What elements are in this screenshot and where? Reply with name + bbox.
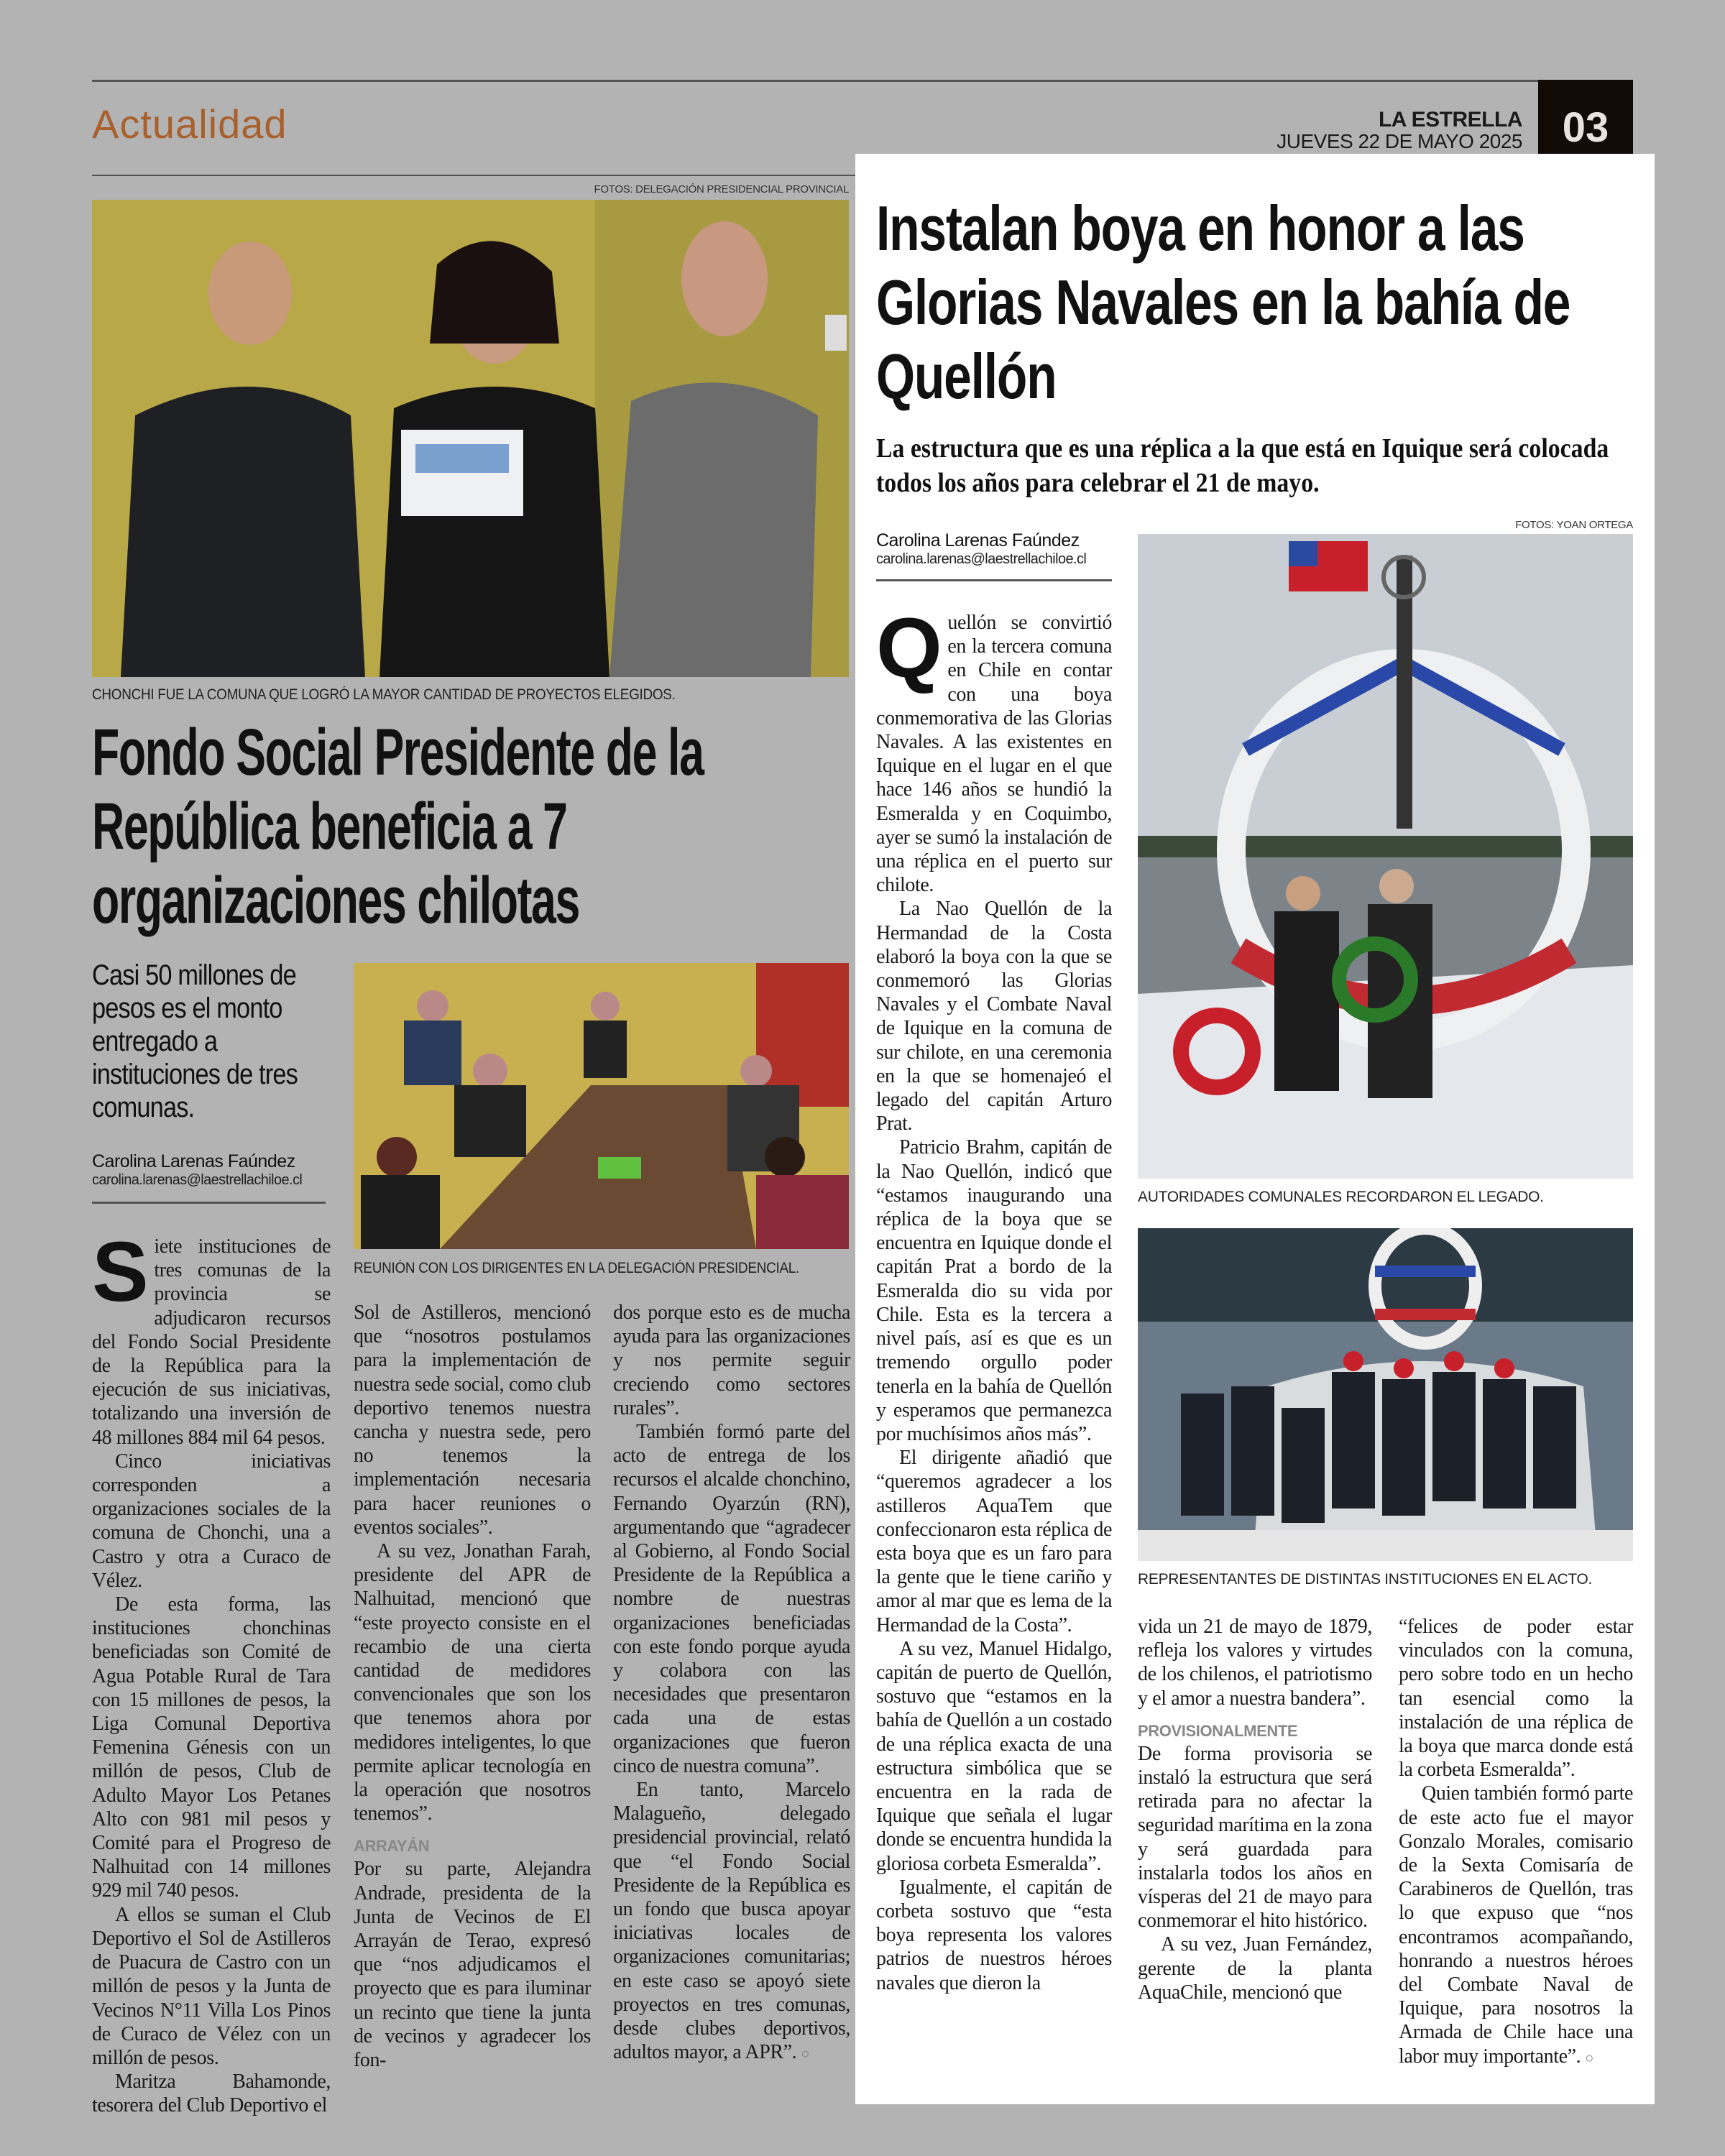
paragraph: Sol de Astilleros, mencionó que “nosotros postulamos para la implementación de nuestra sede social, como club deportivo tenemos nuestra cancha y nuestra sede, pero no tenemos la implementación necesaria para hacer reuniones o eventos sociales”.: [354, 1302, 591, 1539]
author-email[interactable]: carolina.larenas@laestrellachiloe.cl: [876, 551, 1087, 567]
paragraph: “felices de poder estar vinculados con la comuna, pero sobre todo en un hecho tan esencial como la instalación de una réplica de la boya que marca donde está la corbeta Esmeralda”.: [1399, 1616, 1633, 1782]
paragraph: Por su parte, Alejandra Andrade, presidenta de la Junta de Vecinos de El Arrayán de Terao, expresó que “nos adjudicamos el proyecto que es para iluminar un recinto que tiene la junta de vecinos y agradecer los fon-: [354, 1858, 591, 2072]
paragraph: uellón se convirtió en la tercera comuna en Chile en contar con una boya conmemorativa de las Glorias Navales. A las existentes en Iquique en el lugar en el que hace 146 años se hundió la Esmeralda y en Coquimbo, ayer se sumó la instalación de una réplica en el puerto sur chilote.: [876, 612, 1112, 897]
photo-meeting: [354, 963, 849, 1249]
end-mark-icon: ○: [1585, 2050, 1593, 2066]
paragraph: Quien también formó parte de este acto fue el mayor Gonzalo Morales, comisario de la Sexta Comisaría de Carabineros de Quellón, tras lo que expuso que “nos encontramos acompañando, honrando a nuestros héroes del Combate Naval de Iquique, para nosotros la Armada de Chile hace una labor muy importante”.: [1399, 1782, 1634, 2068]
photo-buoy-authorities: [1138, 534, 1633, 1179]
byline-rule: [92, 1202, 326, 1204]
left-deck: Casi 50 millones de pesos es el monto entregado a instituciones de tres comunas.: [92, 959, 298, 1123]
right-deck: La estructura que es una réplica a la que está en Iquique será colocada todos los años para celebrar el 21 de mayo.: [876, 433, 1609, 498]
paragraph: A su vez, Juan Fernández, gerente de la planta AquaChile, mencionó que: [1138, 1933, 1372, 2004]
paragraph: iete instituciones de tres comunas de la provincia se adjudicaron recursos del Fondo Social Presidente de la República para la ejecución de sus iniciativas, totalizando una inversión de 48 millones 884 mil 64 pesos.: [92, 1235, 331, 1449]
photo1-caption: AUTORIDADES COMUNALES RECORDARON EL LEGADO.: [1138, 1189, 1544, 1205]
photo-credit: FOTOS: YOAN ORTEGA: [1515, 519, 1633, 531]
paragraph: La Nao Quellón de la Hermandad de la Costa elaboró la boya con la que se conmemoró las Glorias Navales y el Combate Naval de Iquique en la comuna de sur chilote, en una ceremonia en la que se homenajeó el legado del capitán Arturo Prat.: [876, 898, 1112, 1135]
drop-cap: Q: [876, 601, 942, 696]
byline-rule: [876, 579, 1112, 581]
publication-name: LA ESTRELLA: [1378, 108, 1522, 132]
section-title: Actualidad: [92, 101, 288, 147]
photo-award-ceremony: [92, 200, 849, 677]
paragraph: A su vez, Jonathan Farah, presidente del APR de Nalhuitad, mencionó que “este proyecto consiste en el recambio de una cierta cantidad de medidores convencionales que son los que tenemos ahora por medidores inteligentes, lo que permite aplicar tecnología en la operación que nosotros tenemos”.: [354, 1540, 591, 1825]
left-byline: [92, 1151, 329, 1189]
paragraph: A ellos se suman el Club Deportivo el Sol de Astilleros de Puacura de Castro con un millón de pesos y la Junta de Vecinos N°11 Villa Los Pinos de Curaco de Vélez con un millón de pesos.: [92, 1903, 331, 2069]
masthead: [1276, 109, 1522, 152]
page-number: 03: [1538, 80, 1633, 175]
paragraph: En tanto, Marcelo Malagueño, delegado presidencial provincial, relató que “el Fondo Social Presidente de la República es un fondo que busca apoyar iniciativas locales de organizaciones comunitarias; en este caso se apoyó siete proyectos en tres comunas, desde clubes deportivos, adultos mayor, a APR”.: [613, 1779, 850, 2064]
photo1-caption: CHONCHI FUE LA COMUNA QUE LOGRÓ LA MAYOR CANTIDAD DE PROYECTOS ELEGIDOS.: [92, 686, 676, 703]
photo2-caption: REUNIÓN CON LOS DIRIGENTES EN LA DELEGACIÓN PRESIDENCIAL.: [354, 1260, 800, 1276]
right-headline: Instalan boya en honor a las Glorias Navales en la bahía de Quellón: [876, 193, 1570, 412]
paragraph: vida un 21 de mayo de 1879, refleja los valores y virtudes de los chilenos, el patriotismo y el amor a nuestra bandera”.: [1138, 1616, 1372, 1710]
paragraph: También formó parte del acto de entrega de los recursos el alcalde chonchino, Fernando Oyarzún (RN), argumentando que “agradecer al Gobierno, al Fondo Social Presidente de la República a nombre de nuestras organizaciones beneficiadas con este fondo porque ayuda y colabora con las necesidades que presentaron cada una de estas organizaciones que fueron cinco de nuestra comuna”.: [613, 1421, 850, 1777]
subheading: PROVISIONALMENTE: [1138, 1721, 1298, 1740]
subheading: ARRAYÁN: [354, 1837, 430, 1856]
end-mark-icon: ○: [801, 2046, 809, 2063]
top-rule: [92, 80, 1538, 82]
drop-cap: S: [92, 1225, 149, 1319]
photo2-caption: REPRESENTANTES DE DISTINTAS INSTITUCIONES EN EL ACTO.: [1138, 1571, 1593, 1588]
issue-date: JUEVES 22 DE MAYO 2025: [1276, 130, 1522, 152]
left-body-column-2: [354, 1301, 591, 2072]
right-byline: [876, 530, 1113, 568]
left-body-column-1: [92, 1225, 331, 2118]
author-email[interactable]: carolina.larenas@laestrellachiloe.cl: [92, 1172, 303, 1188]
right-body-column-1: [876, 601, 1112, 1995]
paragraph: De forma provisoria se instaló la estructura que será retirada para no afectar la seguridad marítima en la zona y será guardada para instalarla todos los años en vísperas del 21 de mayo para conmemorar el hito histórico.: [1138, 1742, 1372, 1932]
author-name: Carolina Larenas Faúndez: [876, 530, 1080, 550]
paragraph: Igualmente, el capitán de corbeta sostuvo que “esta boya representa los valores patrios de nuestros héroes navales que dieron la: [876, 1876, 1112, 1994]
paragraph: Cinco iniciativas corresponden a organizaciones sociales de la comuna de Chonchi, una a Castro y otra a Curaco de Vélez.: [92, 1450, 331, 1592]
right-body-column-2: [1138, 1615, 1372, 2004]
paragraph: dos porque esto es de mucha ayuda para las organizaciones y nos permite seguir creciendo como sectores rurales”.: [613, 1302, 850, 1419]
paragraph: Patricio Brahm, capitán de la Nao Quellón, indicó que “estamos inaugurando una réplica de la boya que se encuentra en Iquique donde el capitán Prat a bordo de la Esmeralda dio su vida por Chile. Esta es la tercera a nivel país, así es que es un tremendo orgullo poder tenerla en la bahía de Quellón y esperamos que permanezca por muchísimos años más”.: [876, 1136, 1112, 1445]
photo-group-representatives: [1138, 1228, 1633, 1561]
left-headline: Fondo Social Presidente de la República beneficia a 7 organizaciones chilotas: [92, 716, 704, 937]
paragraph: El dirigente añadió que “queremos agradecer a los astilleros AquaTem que confeccionaron esta réplica de esta boya que es un faro para la gente que le tiene cariño y amor al mar que es lema de la Hermandad de la Costa”.: [876, 1447, 1112, 1636]
photo-credit: FOTOS: DELEGACIÓN PRESIDENCIAL PROVINCIAL: [594, 183, 849, 195]
paragraph: De esta forma, las instituciones chonchinas beneficiadas son Comité de Agua Potable Rural de Tara con 15 millones de pesos, la Liga Comunal Deportiva Femenina Génesis con un millón de pesos, Club de Adulto Mayor Los Petanes Alto con 981 mil pesos y Comité para el Progreso de Nalhuitad con 14 millones 929 mil 740 pesos.: [92, 1593, 331, 1902]
right-body-column-3: [1399, 1615, 1633, 2070]
author-name: Carolina Larenas Faúndez: [92, 1151, 295, 1171]
paragraph: Maritza Bahamonde, tesorera del Club Deportivo el: [92, 2070, 331, 2117]
paragraph: A su vez, Manuel Hidalgo, capitán de puerto de Quellón, sostuvo que “estamos en la bahía de Quellón a un costado de una réplica exacta de una estructura simbólica que se encuentra en la rada de Iquique que señala el lugar donde se encuentra hundida la gloriosa corbeta Esmeralda”.: [876, 1637, 1112, 1875]
left-body-column-3: [613, 1301, 850, 2067]
